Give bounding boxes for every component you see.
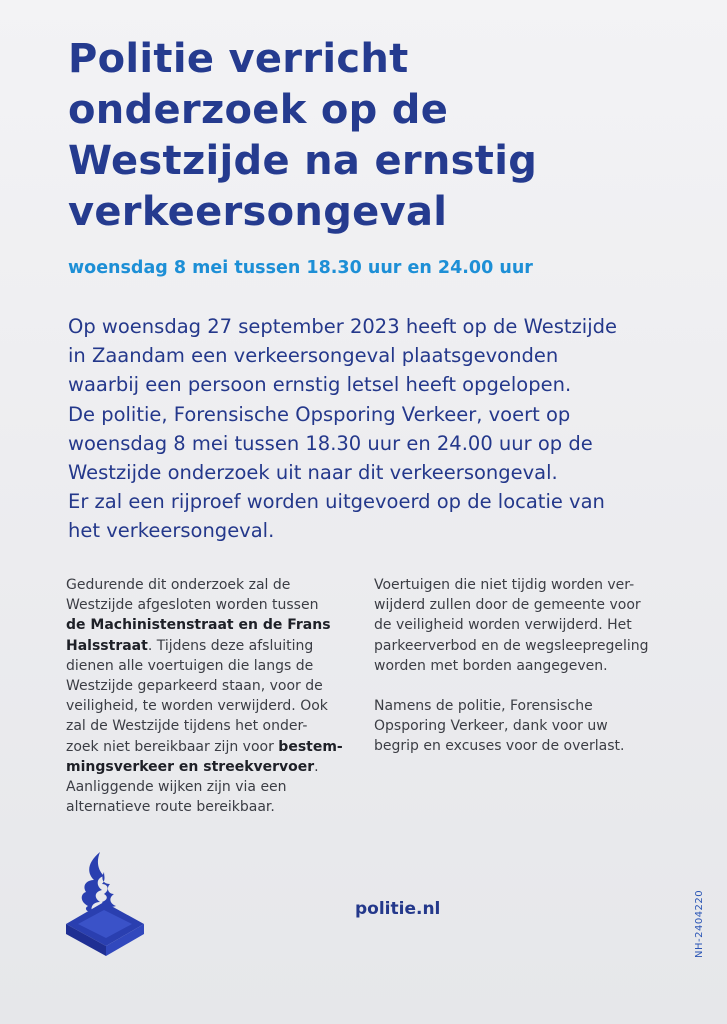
body-text: zoek niet bereikbaar zijn voor (66, 738, 279, 755)
closing-line: Opsporing Verkeer, dank voor uw (374, 718, 608, 735)
closing-line: begrip en excuses voor de overlast. (374, 738, 625, 755)
body-line: worden met borden aangegeven. (374, 657, 608, 674)
body-line: Westzijde geparkeerd staan, voor de (66, 678, 323, 695)
title-line: Politie verricht (68, 36, 409, 82)
body-line: alternatieve route bereikbaar. (66, 799, 275, 816)
website-link[interactable]: politie.nl (355, 899, 441, 919)
title-line: onderzoek op de (68, 87, 449, 133)
body-line: de veiligheid worden verwijderd. Het (374, 617, 632, 634)
intro-line: Op woensdag 27 september 2023 heeft op de Westzijde (68, 315, 618, 338)
intro-line: waarbij een persoon ernstig letsel heeft opgelopen. (68, 373, 572, 397)
body-line: dienen alle voertuigen die langs de (66, 657, 314, 674)
closure-streets: de Machinistenstraat en de Frans (66, 617, 331, 634)
intro-line: De politie, Forensische Opsporing Verkeer, voert op (68, 402, 571, 426)
title-line: verkeersongeval (68, 189, 448, 235)
closure-streets: Halsstraat (66, 637, 148, 654)
page-title (68, 34, 668, 238)
politie-logo-icon (64, 850, 148, 958)
closing-line: Namens de politie, Forensische (374, 698, 593, 715)
title-line: Westzijde na ernstig (68, 138, 538, 184)
document-code: NH-2404220 (694, 889, 705, 958)
body-line: wijderd zullen door de gemeente voor (374, 597, 641, 614)
intro-line: woensdag 8 mei tussen 18.30 uur en 24.00 uur op de (68, 431, 593, 455)
affected-traffic: bestem- (278, 738, 343, 755)
closure-details-column (66, 575, 356, 817)
body-line: Gedurende dit onderzoek zal de (66, 577, 291, 593)
body-line: parkeerverbod en de wegsleepregeling (374, 637, 649, 654)
body-line: Westzijde afgesloten worden tussen (66, 597, 319, 614)
body-text: . (314, 758, 319, 775)
body-text: . Tijdens deze afsluiting (147, 637, 314, 654)
intro-line: in Zaandam een verkeersongeval plaatsgevonden (68, 344, 559, 368)
date-time-subtitle: woensdag 8 mei tussen 18.30 uur en 24.00 uur (68, 258, 533, 278)
intro-paragraph (68, 312, 698, 546)
vehicle-removal-column (374, 575, 664, 757)
body-line: Voertuigen die niet tijdig worden ver- (374, 577, 635, 593)
body-line: Aanliggende wijken zijn via een (66, 779, 287, 796)
intro-line: Er zal een rijproef worden uitgevoerd op de locatie van (68, 490, 605, 514)
intro-line: Westzijde onderzoek uit naar dit verkeersongeval. (68, 461, 558, 485)
intro-line: het verkeersongeval. (68, 519, 275, 543)
body-line: veiligheid, te worden verwijderd. Ook (66, 698, 328, 715)
body-line: zal de Westzijde tijdens het onder- (66, 718, 308, 735)
affected-traffic: mingsverkeer en streekvervoer (66, 758, 315, 775)
